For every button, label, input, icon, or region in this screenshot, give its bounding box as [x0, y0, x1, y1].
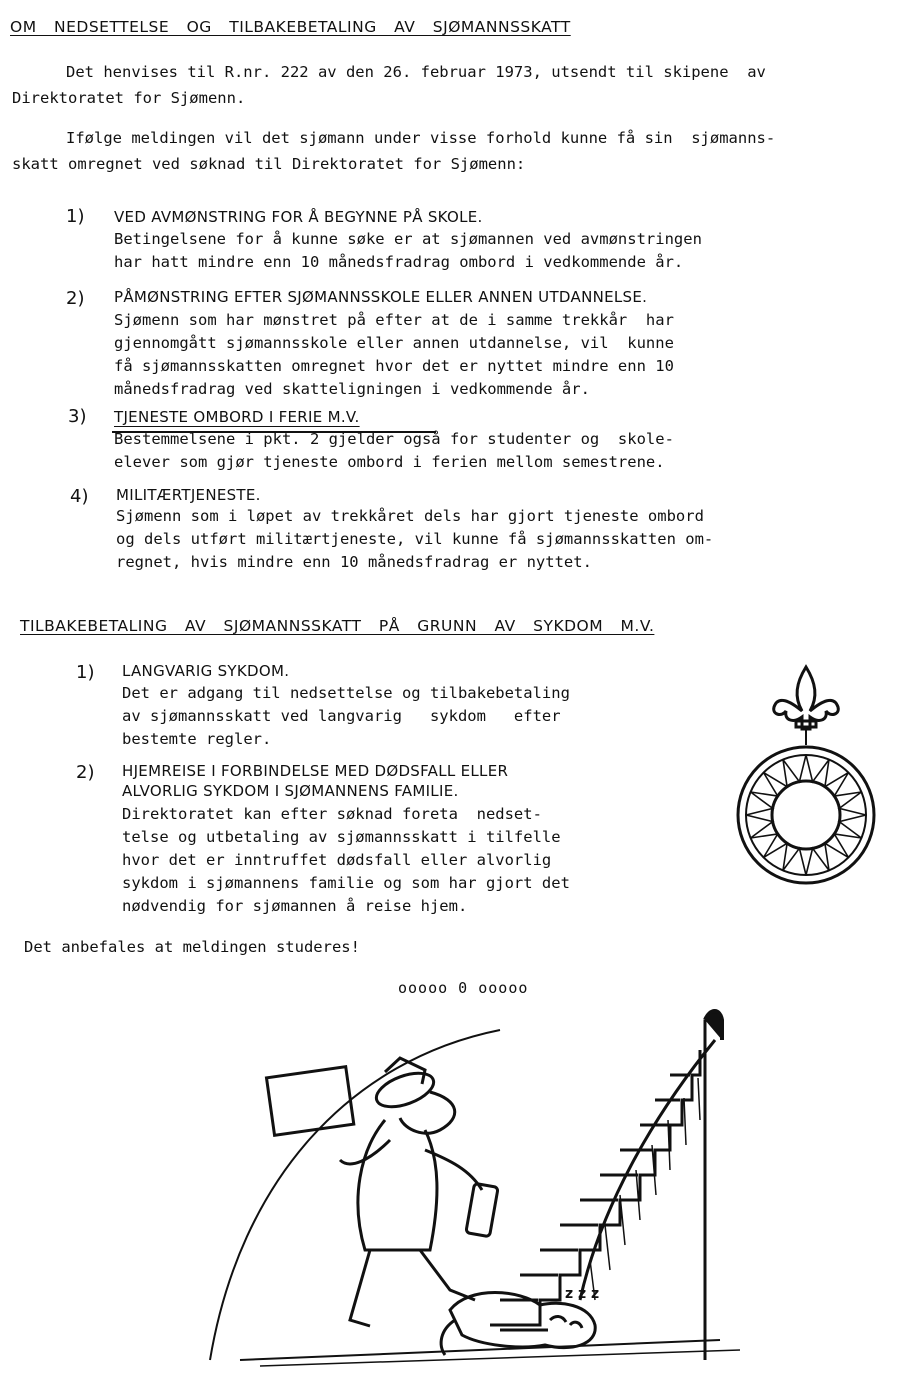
item-title: MILITÆRTJENESTE.: [116, 486, 261, 504]
section-heading-refund: TILBAKEBETALING AV SJØMANNSSKATT PÅ GRUNN AV SYKDOM M.V.: [20, 617, 655, 635]
item-title: HJEMREISE I FORBINDELSE MED DØDSFALL ELLER: [122, 762, 509, 780]
compass-rose-ornament-icon: [736, 655, 876, 935]
section-heading-reduction: OM NEDSETTELSE OG TILBAKEBETALING AV SJØMANNSSKATT: [10, 18, 571, 36]
item-body: Sjømenn som har mønstret på efter at de i samme trekkår har gjennomgått sjømannsskole eller annen utdannelse, vil kunne få sjømannsskatten omregnet hvor det er nyttet mindre enn 10 månedsfradrag ved skatteligningen i vedkommende år.: [114, 311, 674, 398]
item-body: Sjømenn som i løpet av trekkåret dels har gjort tjeneste ombord og dels utført militærtjeneste, vil kunne få sjømannsskatten om- regnet, hvis mindre enn 10 månedsfradrag er nyttet.: [116, 507, 714, 571]
item-title: PÅMØNSTRING EFTER SJØMANNSSKOLE ELLER ANNEN UTDANNELSE.: [114, 288, 648, 306]
item-title: ALVORLIG SYKDOM I SJØMANNENS FAMILIE.: [122, 782, 459, 800]
closing-recommendation: Det anbefales at meldingen studeres!: [24, 938, 360, 956]
intro-paragraph-2-line-2: skatt omregnet ved søknad til Direktoratet for Sjømenn:: [12, 155, 526, 173]
intro-paragraph-1-line-1: Det henvises til R.nr. 222 av den 26. februar 1973, utsendt til skipene av: [66, 63, 766, 81]
separator-line: ooooo 0 ooooo: [398, 979, 529, 997]
item-body: Betingelsene for å kunne søke er at sjømannen ved avmønstringen har hatt mindre enn 10 månedsfradrag ombord i vedkommende år.: [114, 230, 702, 271]
intro-paragraph-1-line-2: Direktoratet for Sjømenn.: [12, 89, 246, 107]
snore-text: z z z: [565, 1286, 600, 1302]
item-title: TJENESTE OMBORD I FERIE M.V.: [114, 408, 360, 426]
item-number: 4): [70, 486, 89, 507]
item-body: Direktoratet kan efter søknad foreta nedset- telse og utbetaling av sjømannsskatt i tilfelle hvor det er inntruffet dødsfall eller alvorlig sykdom i sjømannens familie og som har gjort det nødvendig for sjømannen å reise hjem.: [122, 805, 570, 915]
item-body: Det er adgang til nedsettelse og tilbakebetaling av sjømannsskatt ved langvarig sykdom efter bestemte regler.: [122, 684, 570, 748]
intro-paragraph-2-line-1: Ifølge meldingen vil det sjømann under visse forhold kunne få sin sjømanns-: [66, 129, 776, 147]
item-title: LANGVARIG SYKDOM.: [122, 662, 290, 680]
item-number: 1): [76, 662, 95, 683]
item-number: 2): [76, 762, 95, 783]
sneaking-sailor-cartoon-illustration: [200, 1000, 760, 1370]
item-number: 2): [66, 288, 85, 309]
item-title: VED AVMØNSTRING FOR Å BEGYNNE PÅ SKOLE.: [114, 208, 483, 226]
item-body: Bestemmelsene i pkt. 2 gjelder også for studenter og skole- elever som gjør tjeneste ombord i ferien mellom semestrene.: [114, 430, 674, 471]
item-number: 3): [68, 406, 87, 427]
item-number: 1): [66, 206, 85, 227]
